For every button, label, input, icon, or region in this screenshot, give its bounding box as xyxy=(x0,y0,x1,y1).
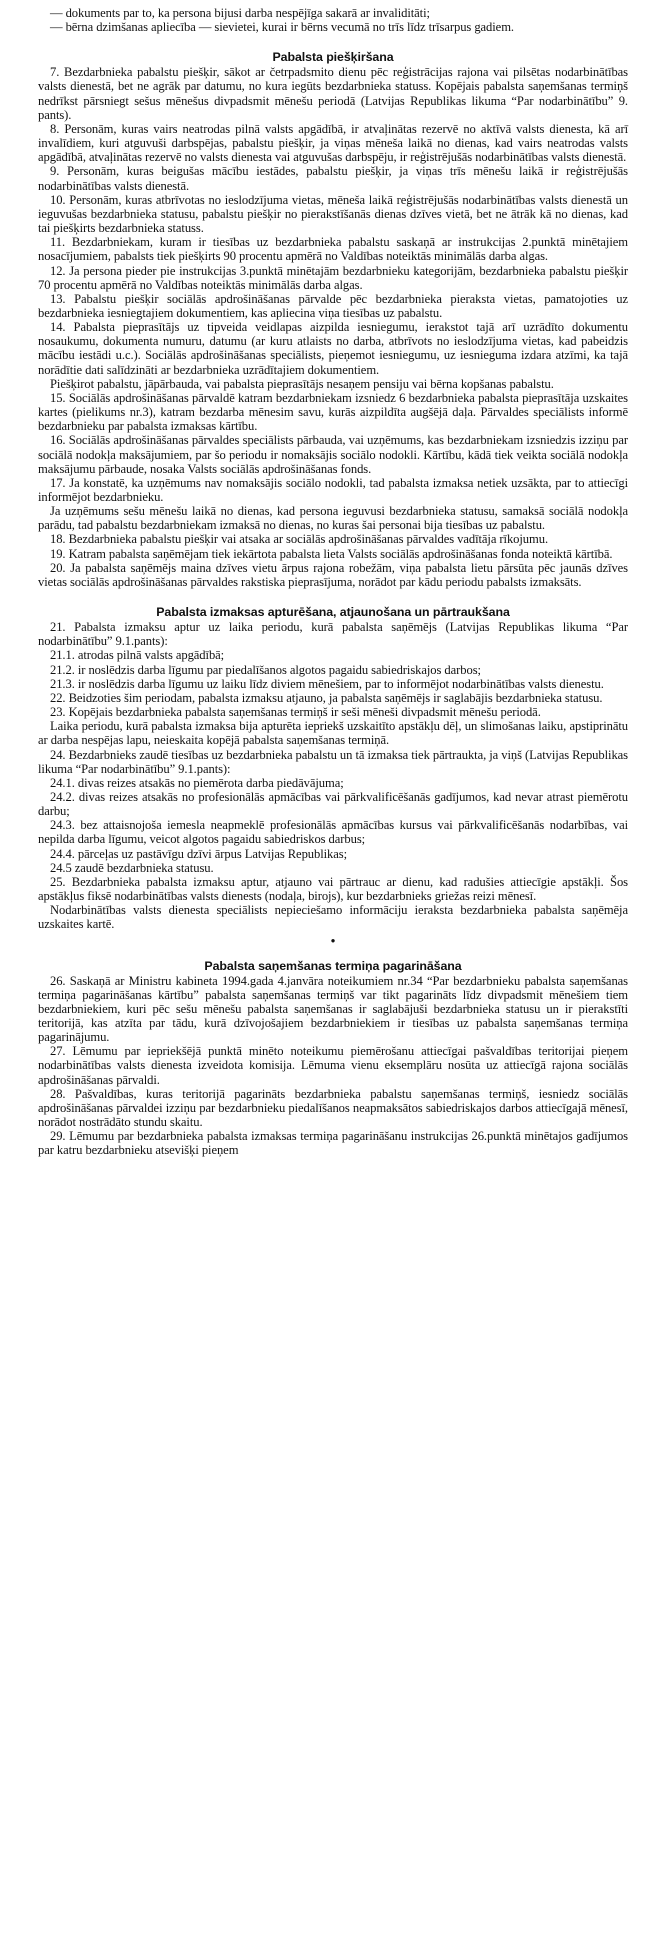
intro-line: — dokuments par to, ka persona bijusi darba nespējīga sakarā ar invaliditāti; xyxy=(50,6,430,20)
paragraph: 24. Bezdarbnieks zaudē tiesības uz bezdarbnieka pabalstu un tā izmaksa tiek pārtraukta, ja viņš (Latvijas Republikas likuma “Par nodarbinātību” 9.1.pants): xyxy=(38,747,628,776)
paragraph: Piešķirot pabalstu, jāpārbauda, vai pabalsta pieprasītājs nesaņem pensiju vai bērna kopšanas pabalstu. xyxy=(50,376,554,391)
paragraph: 20. Ja pabalsta saņēmējs maina dzīves vietu ārpus rajona robežām, viņa pabalsta lietu pārsūta pēc jaunās dzīves vietas sociālās apdrošināšanas pārvaldes rakstiska pieprasījuma, norādot par kādu periodu pabalsts izmaksāts. xyxy=(38,560,628,589)
paragraph: 7. Bezdarbnieka pabalstu piešķir, sākot ar četrpadsmito dienu pēc reģistrācijas rajona vai pilsētas nodarbinātības valsts dienestā, bet ne agrāk par datumu, no kura iegūts bezdarbnieka statuss. Kopējais pabalsta saņemšanas termiņš nedrīkst pārsniegt sešus mēnešus divpadsmit mēnešu periodā (Latvijas Republikas likuma “Par nodarbinātību” 9. pants). xyxy=(38,65,628,122)
paragraph: 10. Personām, kuras atbrīvotas no ieslodzījuma vietas, mēneša laikā reģistrējušās nodarbinātības valsts dienestā un ieguvušas bezdarbnieka statusu, pabalstu piešķir no pierakstīšanās dienas dzīves vietā, bet ne ātrāk kā no dienas, kad tai piešķirts bezdarbnieka statuss. xyxy=(38,192,628,236)
list-item: 21.3. ir noslēdzis darba līgumu uz laiku līdz diviem mēnešiem, par to informējot nodarbinātības valsts dienestu. xyxy=(50,676,604,691)
separator-dot: ● xyxy=(330,935,336,945)
list-item: 21.2. ir noslēdzis darba līgumu par piedalīšanos algotos pagaidu sabiedriskajos darbos; xyxy=(50,662,481,677)
paragraph: 17. Ja konstatē, ka uzņēmums nav nomaksājis sociālo nodokli, tad pabalsta izmaksa netiek uzsākta, par to attiecīgi informējot bezdarbnieku. xyxy=(38,475,628,504)
list-item: 24.5 zaudē bezdarbnieka statusu. xyxy=(50,860,214,875)
list-item: 24.4. pārceļas uz pastāvīgu dzīvi ārpus Latvijas Republikas; xyxy=(50,846,348,861)
intro-line: — bērna dzimšanas apliecība — sievietei, kurai ir bērns vecumā no trīs līdz trīsarpus gadiem. xyxy=(50,20,514,35)
paragraph: 25. Bezdarbnieka pabalsta izmaksu aptur, atjauno vai pārtrauc ar dienu, kad radušies attiecīgie apstākļi. Šos apstākļus fiksē nodarbinātības valsts dienests (nodaļa, birojs), kur bezdarbnieks griežas reizi mēnesī. xyxy=(38,874,628,904)
list-item: 24.2. divas reizes atsakās no profesionālās apmācības vai pārkvalificēšanās gadījumos, kad nevar atrast piemērotu darbu; xyxy=(38,789,628,819)
paragraph: 27. Lēmumu par iepriekšējā punktā minēto noteikumu piemērošanu attiecīgai pašvaldības teritorijai pieņem nodarbinātības valsts dienesta izveidota komisija. Lēmuma vienu eksemplāru nosūta uz attiecīgā rajona sociālās apdrošināšanas pārvaldi. xyxy=(38,1044,628,1087)
paragraph: 22. Beidzoties šim periodam, pabalsta izmaksu atjauno, ja pabalsta saņēmējs ir saglabājis bezdarbnieka statusu. xyxy=(50,690,603,705)
paragraph: Laika periodu, kurā pabalsta izmaksa bija apturēta iepriekš uzskaitīto apstākļu dēļ, un slimošanas laiku, apstiprinātu ar darba nespējas lapu, neieskaita kopējā pabalsta saņemšanas termiņā. xyxy=(38,719,628,748)
list-item: 24.3. bez attaisnojoša iemesla neapmeklē profesionālās apmācības kursus vai pārkvalificēšanās nodarbības, vai nepilda darba līgumu, veicot algotos pagaidu sabiedriskos darbus; xyxy=(38,818,628,847)
section-heading: Pabalsta piešķiršana xyxy=(272,50,394,65)
paragraph: 14. Pabalsta pieprasītājs uz tipveida veidlapas aizpilda iesniegumu, ierakstot tajā arī uzrādīto dokumentu nosaukumu, dokumenta numuru, datumu (ar kuru atlaists no darba, atbrīvots no ieslodzījuma vietas, kad pabeidzis mācību iestādi u.c.). Sociālās apdrošināšanas speciālists, pieņemot iesniegumu, uz iesnieguma izdara atzīmi, ka tajā norādītie dati salīdzināti ar bezdarbnieka uzrādītajiem dokumentiem. xyxy=(38,320,628,377)
paragraph: 16. Sociālās apdrošināšanas pārvaldes speciālists pārbauda, vai uzņēmums, kas bezdarbniekam izsniedzis izziņu par sociālā nodokļa maksājumiem, par šo periodu ir nomaksājis sociālo nodokli. Kārtību, kādā tiek veikta sociālā nodokļa maksājumu pārbaude, nosaka Valsts sociālās apdrošināšanas fonds. xyxy=(38,433,628,476)
paragraph: 29. Lēmumu par bezdarbnieka pabalsta izmaksas termiņa pagarināšanu instrukcijas 26.punktā minētajos gadījumos par katru bezdarbnieku atsevišķi pieņem xyxy=(38,1129,628,1158)
list-item: 24.1. divas reizes atsakās no piemērota darba piedāvājuma; xyxy=(50,775,344,790)
paragraph: 19. Katram pabalsta saņēmējam tiek iekārtota pabalsta lieta Valsts sociālās apdrošināšanas fonda noteiktā kārtībā. xyxy=(50,546,613,561)
paragraph: 12. Ja persona pieder pie instrukcijas 3.punktā minētajām bezdarbnieku kategorijām, bezdarbnieka pabalstu piešķir 70 procentu apmērā no Valdības noteiktās minimālās darba algas. xyxy=(38,263,628,292)
section-heading: Pabalsta izmaksas apturēšana, atjaunošana un pārtraukšana xyxy=(156,605,510,620)
paragraph: 8. Personām, kuras vairs neatrodas pilnā valsts apgādībā, ir atvaļinātas rezervē no aktīvā valsts dienesta, kā arī invalīdiem, kuri atguvuši darbspējas, pabalstu piešķir, ja viņas mēneša laikā no dienas, kad vairs neatrodas valsts apgādībā, atvaļinātas rezervē no valsts dienesta vai atguvušas darbspēju, ir reģistrējušās nodarbinātības valsts dienestā. xyxy=(38,121,628,165)
paragraph: 13. Pabalstu piešķir sociālās apdrošināšanas pārvalde pēc bezdarbnieka pieraksta vietas, pamatojoties uz bezdarbnieka iesniegtajiem dokumentiem, kas apliecina viņa tiesības uz pabalstu. xyxy=(38,291,628,320)
paragraph: 28. Pašvaldības, kuras teritorijā pagarināts bezdarbnieka pabalstu saņemšanas termiņš, iesniedz sociālās apdrošināšanas pārvaldei izziņu par bezdarbnieku piedalīšanos neapmaksātos sabiedriskajos darbos attiecīgajā mēnesī, norādot nostrādāto stundu skaitu. xyxy=(38,1086,628,1130)
document-page xyxy=(38,6,628,1158)
paragraph: 18. Bezdarbnieka pabalstu piešķir vai atsaka ar sociālās apdrošināšanas pārvaldes vadītāja rīkojumu. xyxy=(50,532,549,547)
paragraph: 21. Pabalsta izmaksu aptur uz laika periodu, kurā pabalsta saņēmējs (Latvijas Republikas likuma “Par nodarbinātību” 9.1.pants): xyxy=(38,620,628,649)
section-heading: Pabalsta saņemšanas termiņa pagarināšana xyxy=(204,958,462,973)
paragraph: Ja uzņēmums sešu mēnešu laikā no dienas, kad persona ieguvusi bezdarbnieka statusu, samaksā sociālā nodokļa parādu, tad pabalstu bezdarbniekam izmaksā no dienas, no kuras šai personai bija tiesības uz pabalstu. xyxy=(38,504,628,533)
paragraph: 15. Sociālās apdrošināšanas pārvaldē katram bezdarbniekam izsniedz 6 bezdarbnieka pabalsta pieprasītāja uzskaites kartes (pielikums nr.3), katram bezdarba mēnesim savu, kurās aizpildīta augšējā daļa. Pārvaldes speciālists informē bezdarbnieku par pabalsta izmaksas kārtību. xyxy=(38,390,628,434)
paragraph: 23. Kopējais bezdarbnieka pabalsta saņemšanas termiņš ir seši mēneši divpadsmit mēnešu periodā. xyxy=(50,705,541,720)
paragraph: Nodarbinātības valsts dienesta speciālists nepieciešamo informāciju ieraksta bezdarbnieka pabalsta saņēmēja uzskaites kartē. xyxy=(38,903,628,932)
paragraph: 9. Personām, kuras beigušas mācību iestādes, pabalstu piešķir, ja viņas trīs mēnešu laikā ir reģistrējušās nodarbinātības valsts dienestā. xyxy=(38,164,628,193)
paragraph: 26. Saskaņā ar Ministru kabineta 1994.gada 4.janvāra noteikumiem nr.34 “Par bezdarbnieku pabalsta saņemšanas termiņa pagarināšanas kārtību” pabalsta saņemšanas termiņš var tikt pagarināts līdz divpadsmit mēnešiem tiem bezdarbniekiem, kuri pēc sešu mēnešu pabalsta saņemšanas ir saglabājuši bezdarbnieka statusu un ir pierakstīti teritorijā, kas atzīta par tādu, kurā dzīvojošajiem bezdarbniekiem ir tiesības uz pabalsta saņemšanas termiņa pagarinājumu. xyxy=(38,973,628,1045)
paragraph: 11. Bezdarbniekam, kuram ir tiesības uz bezdarbnieka pabalstu saskaņā ar instrukcijas 2.punktā minētajiem nosacījumiem, pabalsts tiek piešķirts 90 procentu apmērā no Valdības noteiktās minimālās darba algas. xyxy=(38,235,628,264)
list-item: 21.1. atrodas pilnā valsts apgādībā; xyxy=(50,648,225,663)
